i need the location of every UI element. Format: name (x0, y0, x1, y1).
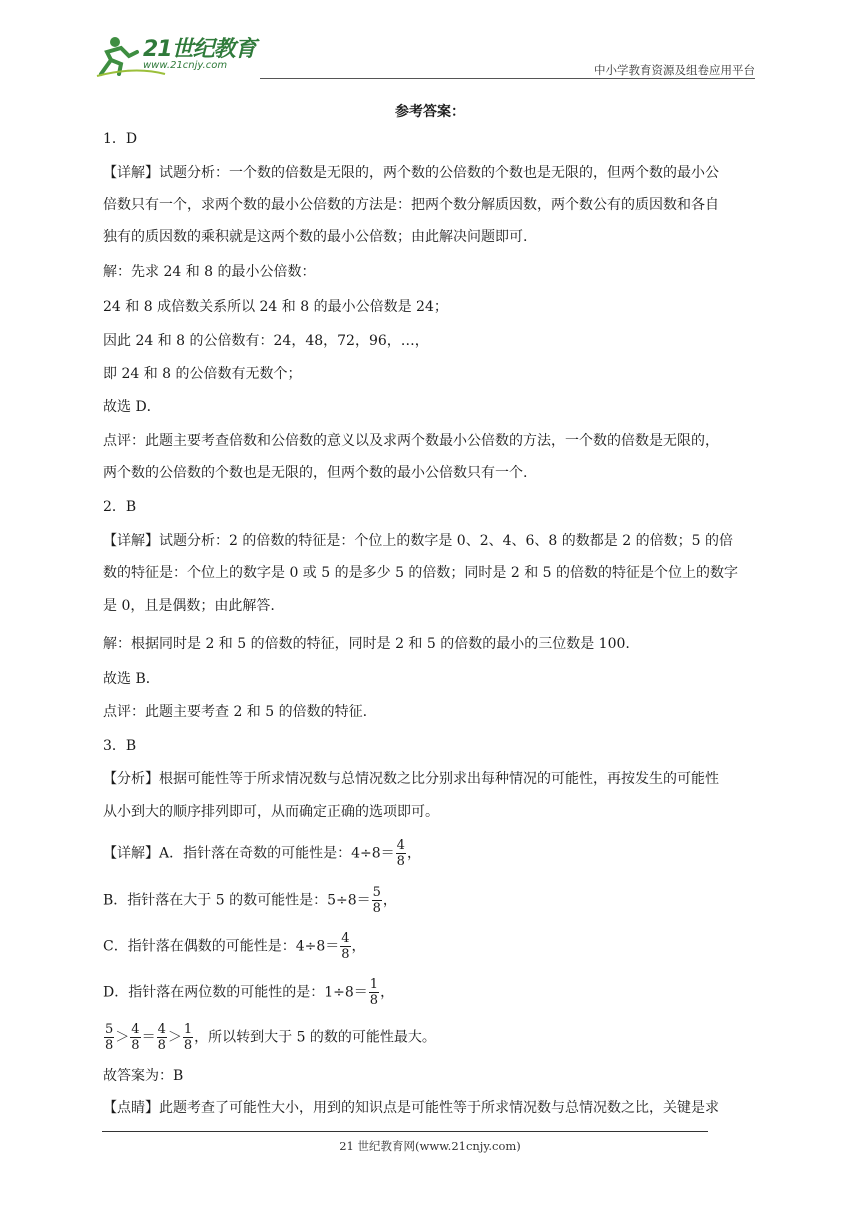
text-line: 24 和 8 成倍数关系所以 24 和 8 的最小公倍数是 24； (103, 299, 448, 315)
text-line: 独有的质因数的乘积就是这两个数的最小公倍数；由此解决问题即可. (103, 229, 528, 245)
punct: ， (382, 892, 397, 909)
denominator: 8 (157, 1038, 166, 1053)
operator: ＞ (167, 1029, 182, 1046)
fraction-line-text: B．指针落在大于 5 的数可能性是：5÷8＝ (103, 892, 371, 909)
denominator: 8 (183, 1038, 193, 1053)
fraction (372, 885, 382, 916)
footer-divider (102, 1131, 708, 1132)
text-line: 故选 D． (103, 399, 161, 415)
fraction-line-d (103, 977, 394, 1008)
comparison-line (103, 1022, 436, 1053)
text-line: 是 0，且是偶数；由此解答. (103, 598, 275, 614)
text-line: 解：先求 24 和 8 的最小公倍数： (103, 264, 316, 280)
text-line: 【点睛】此题考查了可能性大小，用到的知识点是可能性等于所求情况数与总情况数之比，关键是求 (103, 1100, 719, 1116)
text-line: 1．D (103, 131, 138, 147)
fraction (130, 1022, 140, 1053)
fraction-line-text: 【详解】A．指针落在奇数的可能性是：4÷8＝ (103, 845, 395, 862)
text-line: 【分析】根据可能性等于所求情况数与总情况数之比分别求出每种情况的可能性，再按发生的可能性 (103, 771, 719, 787)
denominator: 8 (369, 993, 379, 1008)
denominator: 8 (341, 947, 350, 962)
logo-url: www.21cnjy.com (143, 60, 228, 71)
text-line: 即 24 和 8 的公倍数有无数个； (103, 366, 302, 382)
numerator: 5 (372, 885, 381, 900)
text-line: 故选 B． (103, 671, 160, 687)
conclusion-text: ，所以转到大于 5 的数的可能性最大。 (194, 1029, 436, 1046)
fraction (157, 1022, 167, 1053)
fraction-line-a (103, 838, 421, 869)
denominator: 8 (372, 901, 381, 916)
operator: ＝ (141, 1029, 156, 1046)
fraction (104, 1022, 114, 1053)
numerator: 4 (157, 1022, 166, 1037)
text-line: 两个数的公倍数的个数也是无限的，但两个数的最小公倍数只有一个. (103, 465, 528, 481)
text-line: 解：根据同时是 2 和 5 的倍数的特征，同时是 2 和 5 的倍数的最小的三位数是 100. (103, 636, 630, 652)
text-line: 2．B (103, 499, 137, 515)
numerator: 1 (369, 977, 379, 992)
answer-title: 参考答案： (395, 104, 465, 120)
text-line: 【详解】试题分析：一个数的倍数是无限的，两个数的公倍数的个数也是无限的，但两个数的最小公 (103, 165, 719, 181)
fraction-line-text: C．指针落在偶数的可能性是：4÷8＝ (103, 938, 340, 955)
platform-name: 中小学教育资源及组卷应用平台 (594, 63, 755, 77)
numerator: 4 (131, 1022, 140, 1037)
numerator: 4 (396, 838, 405, 853)
fraction-line-c (103, 931, 366, 962)
text-line: 【详解】试题分析：2 的倍数的特征是：个位上的数字是 0、2、4、6、8 的数都是 2 的倍数；5 的倍 (103, 533, 733, 549)
fraction (396, 838, 406, 869)
numerator: 5 (105, 1022, 114, 1037)
denominator: 8 (131, 1038, 140, 1053)
punct: ， (351, 938, 366, 955)
logo-text: 21世纪教育 (143, 37, 256, 62)
numerator: 1 (183, 1022, 193, 1037)
page-header (95, 30, 755, 80)
text-line: 故答案为：B (103, 1068, 184, 1084)
header-divider (260, 78, 755, 79)
text-line: 点评：此题主要考查 2 和 5 的倍数的特征. (103, 704, 368, 720)
page-footer: 21 世纪教育网(www.21cnjy.com) (339, 1139, 521, 1153)
punct: ， (406, 845, 421, 862)
fraction-line-text: D．指针落在两位数的可能性的是：1÷8＝ (103, 984, 368, 1001)
punct: ， (380, 984, 395, 1001)
text-line: 因此 24 和 8 的公倍数有：24，48，72，96，…， (103, 333, 429, 349)
numerator: 4 (341, 931, 350, 946)
operator: ＞ (115, 1029, 130, 1046)
denominator: 8 (105, 1038, 114, 1053)
fraction (369, 977, 379, 1008)
text-line: 点评：此题主要考查倍数和公倍数的意义以及求两个数最小公倍数的方法，一个数的倍数是无限的， (103, 433, 719, 449)
denominator: 8 (396, 854, 405, 869)
text-line: 数的特征是：个位上的数字是 0 或 5 的是多少 5 的倍数；同时是 2 和 5 的倍数的特征是个位上的数字 (103, 565, 739, 581)
fraction (183, 1022, 193, 1053)
fraction (340, 931, 350, 962)
text-line: 倍数只有一个，求两个数的最小公倍数的方法是：把两个数分解质因数，两个数公有的质因数和各自 (103, 197, 719, 213)
text-line: 3．B (103, 738, 137, 754)
fraction-line-b (103, 885, 397, 916)
text-line: 从小到大的顺序排列即可，从而确定正确的选项即可。 (103, 804, 439, 820)
